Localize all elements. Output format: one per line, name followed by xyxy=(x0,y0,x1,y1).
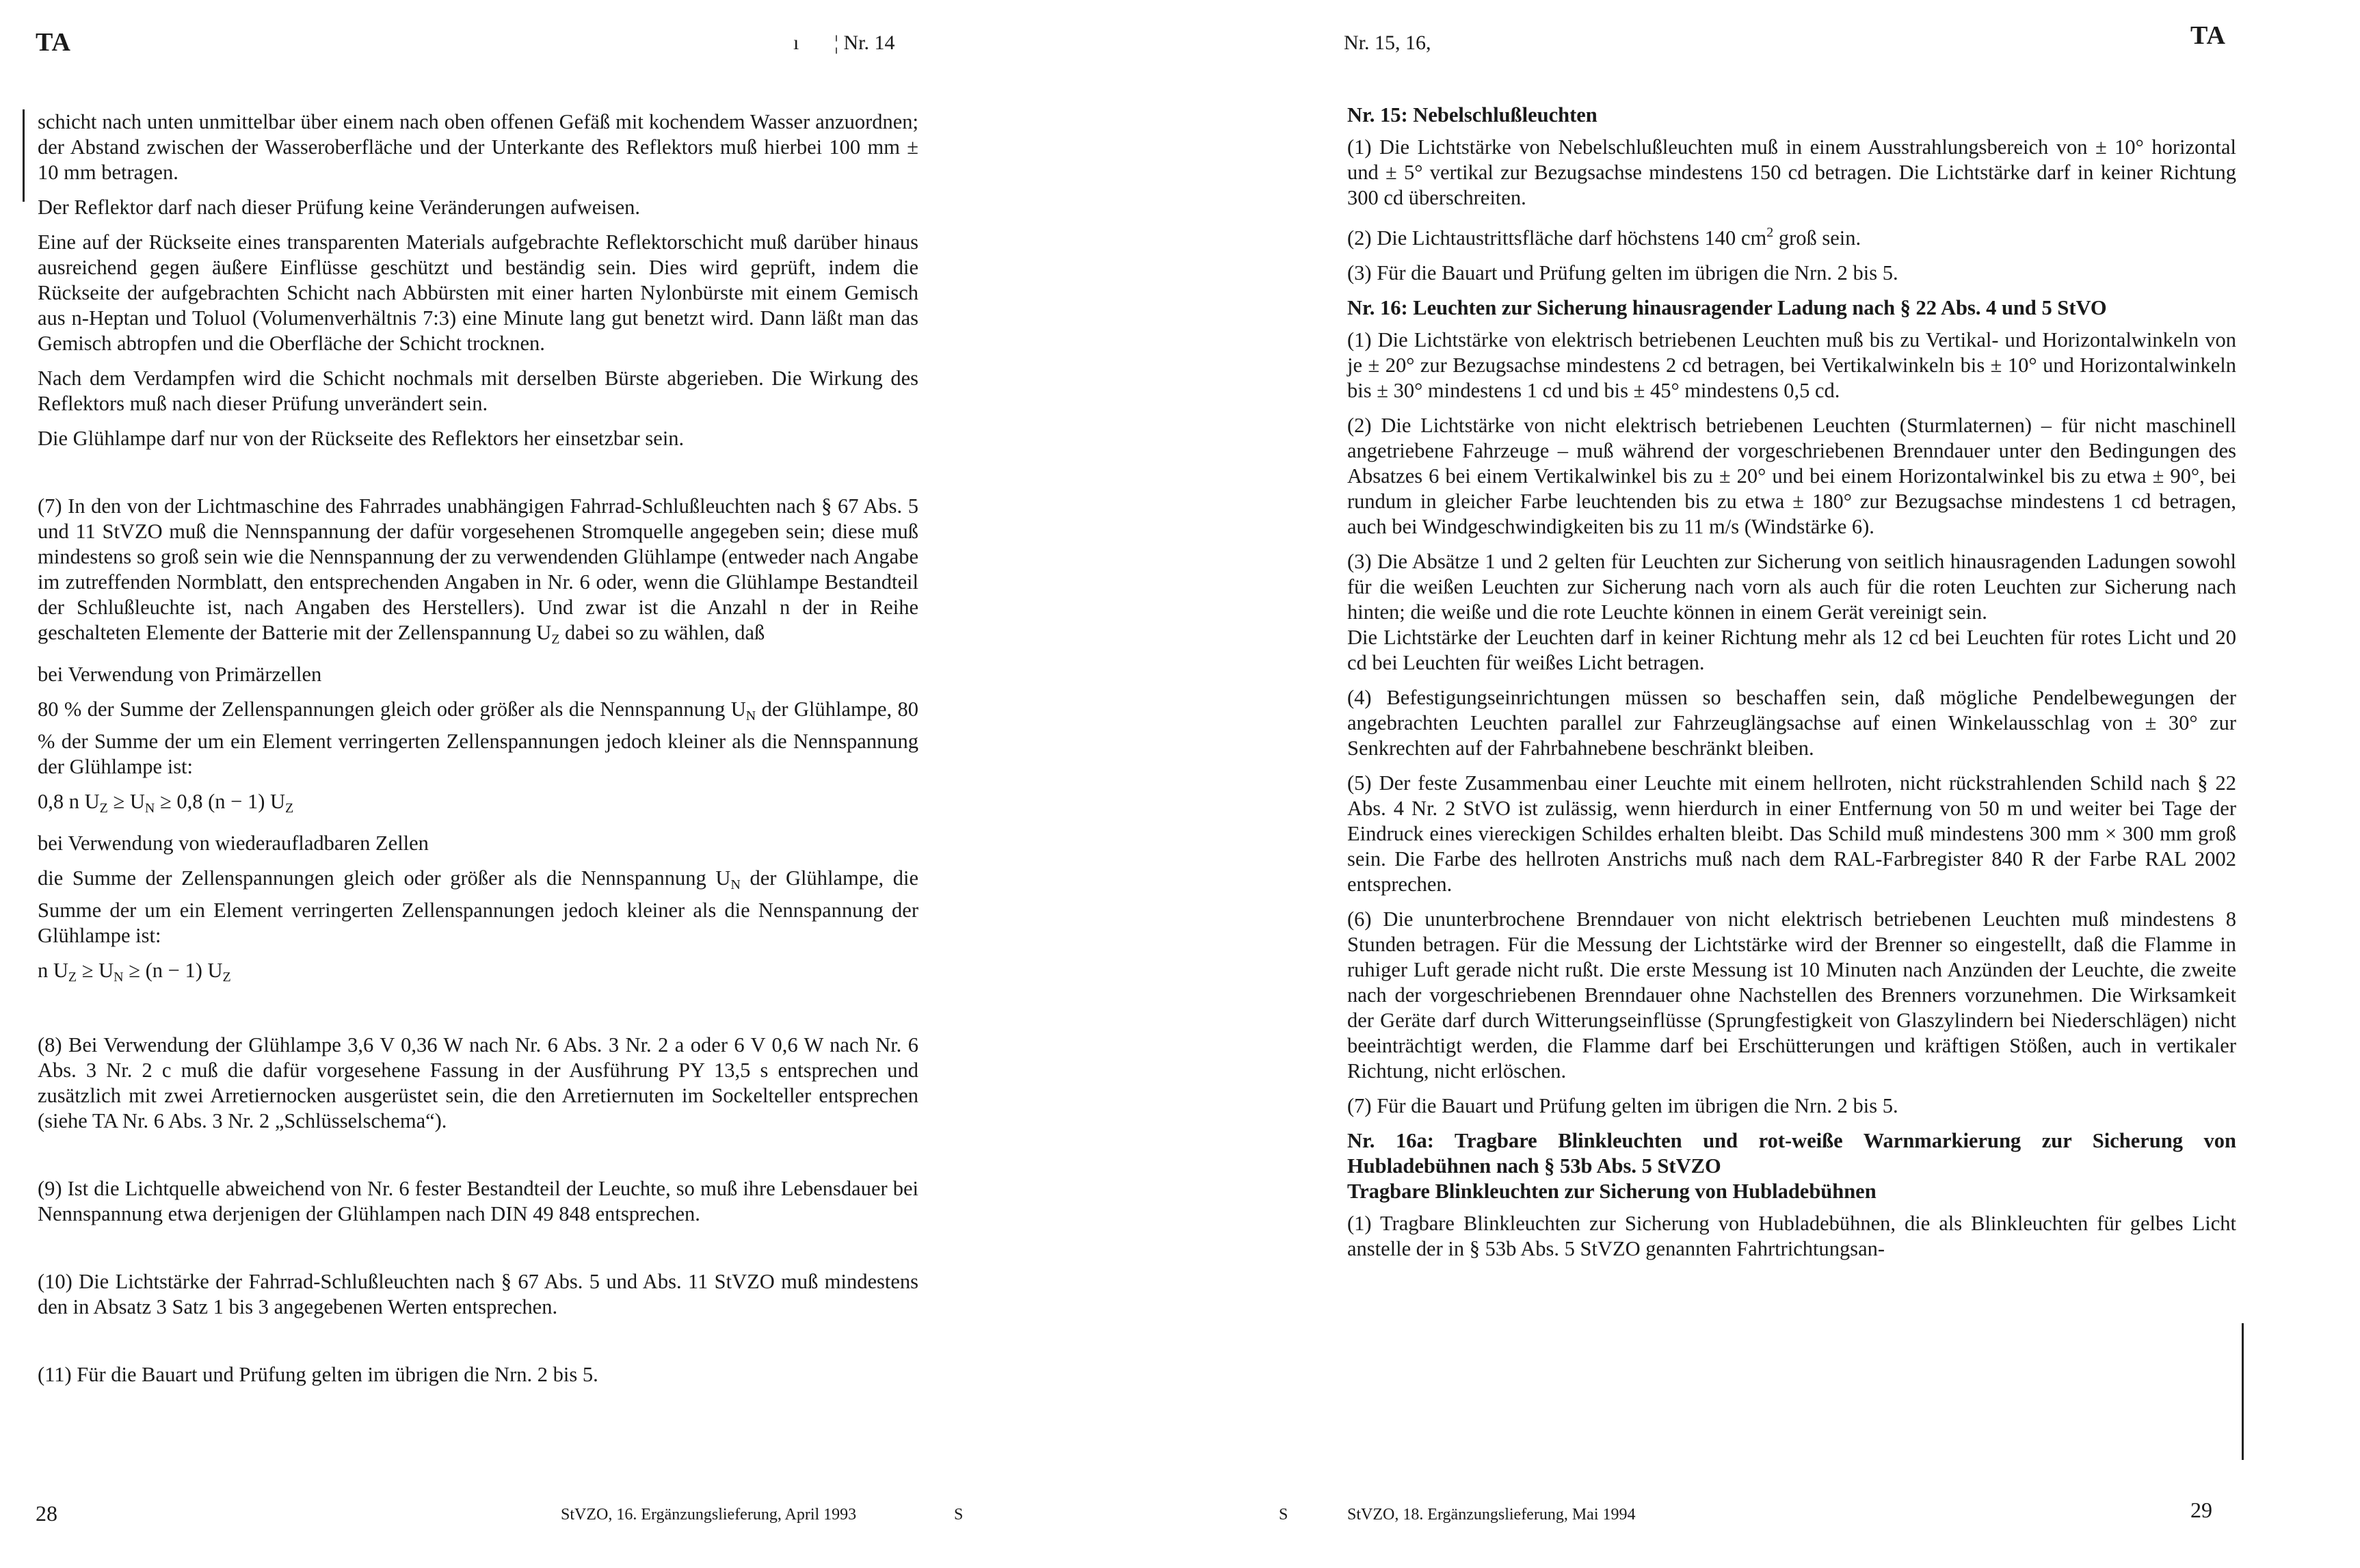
formula-part: n U xyxy=(38,959,68,982)
subscript: N xyxy=(730,877,741,892)
subscript: N xyxy=(745,708,756,723)
formula-part: ≥ U xyxy=(107,790,145,813)
left-paragraph: Der Reflektor darf nach dieser Prüfung keine Veränderungen aufweisen. xyxy=(38,196,641,219)
right-page xyxy=(1180,0,2360,1568)
subscript: Z xyxy=(99,801,108,816)
paragraph-7-tail: dabei so zu wählen, daß xyxy=(559,621,765,644)
left-paragraph: Eine auf der Rückseite eines transparenten Materials aufgebrachte Reflektorschicht muß darüber hinaus ausreichend gegen äußere Einflüsse geschützt und beständig sein. Dies wird geprüft, indem die Rückseite der aufgebrachten Schicht nach Abbürsten mit einer harten Nylonbürste mit einem Gemisch aus n-Heptan und Toluol (Volumenverhältnis 7:3) eine Minute lang gut benetzt wird. Dann läßt man das Gemisch abtropfen und die Oberfläche der Schicht trocknen. xyxy=(38,230,918,355)
nr16-paragraph-6: (6) Die ununterbrochene Brenndauer von nicht elektrisch betriebenen Leuchten muß mindestens 8 Stunden betragen. Für die Messung der Lichtstärke wird der Brenner so eingestellt, daß die Flamme in ruhiger Luft gerade nicht rußt. Die erste Messung ist 10 Minuten nach Anzünden der Leuchte, die zweite nach der vorgeschriebenen Brenndauer ohne Nachstellen des Brenners vorzunehmen. Die Wirksamkeit der Geräte darf durch Witterungseinflüsse (Sprungfestigkeit von Glaszylindern bei Niederschlägen) nicht beeinträchtigt werden, die Flamme darf bei Erschütterungen und kräftigen Stößen, auch in vertikaler Richtung, nicht erlöschen. xyxy=(1347,907,2236,1082)
primaerzellen-text-a: 80 % der Summe der Zellenspannungen gleich oder größer als die Nennspannung U xyxy=(38,697,746,721)
subscript: N xyxy=(144,801,155,816)
nr16a-paragraph-1: (1) Tragbare Blinkleuchten zur Sicherung von Hubladebühnen, die als Blinkleuchten für gelbes Licht anstelle der in § 53b Abs. 5 StVZO genannten Fahrtrichtungsan- xyxy=(1347,1212,2236,1260)
nr16a-subheading: Tragbare Blinkleuchten zur Sicherung von Hubladebühnen xyxy=(1347,1180,1877,1203)
subscript: Z xyxy=(285,801,294,816)
right-page-number: 29 xyxy=(2190,1498,2212,1522)
left-footer: StVZO, 16. Ergänzungslieferung, April 1993 xyxy=(561,1506,857,1524)
paragraph-10: (10) Die Lichtstärke der Fahrrad-Schlußleuchten nach § 67 Abs. 5 und Abs. 11 StVZO muß mindestens den in Absatz 3 Satz 1 bis 3 angegebenen Werten entsprechen. xyxy=(38,1270,918,1318)
nr15-paragraph-2-b: groß sein. xyxy=(1773,226,1861,250)
formula-wiederaufladbar xyxy=(38,958,918,990)
formula-primaerzellen xyxy=(38,789,918,821)
nr16-paragraph-5: (5) Der feste Zusammenbau einer Leuchte mit einem hellroten, nicht rückstrahlenden Schild nach § 22 Abs. 4 Nr. 2 StVO ist zulässig, wenn hierdurch in einer Entfernung von 50 m und weiter bei Tage der Eindruck eines viereckigen Schildes erhalten bleibt. Das Schild muß mindestens 300 mm × 300 mm groß sein. Die Farbe des hellroten Anstrichs muß nach dem RAL-Farbregister 840 R der Farbe RAL 2002 entsprechen. xyxy=(1347,771,2236,896)
nr15-paragraph-3: (3) Für die Bauart und Prüfung gelten im übrigen die Nrn. 2 bis 5. xyxy=(1347,261,1898,284)
formula-part: ≥ U xyxy=(77,959,114,982)
left-page-number: 28 xyxy=(36,1501,57,1526)
subscript: Z xyxy=(551,632,560,647)
right-header-ta: TA xyxy=(2190,21,2226,50)
left-header-marks: ı xyxy=(793,31,799,54)
left-paragraph: Die Glühlampe darf nur von der Rückseite des Reflektors her einsetzbar sein. xyxy=(38,427,685,450)
left-header-ta: TA xyxy=(36,28,71,57)
left-text-column xyxy=(38,109,918,1397)
paragraph-8: (8) Bei Verwendung der Glühlampe 3,6 V 0,36 W nach Nr. 6 Abs. 3 Nr. 2 a oder 6 V 0,6 W nach Nr. 6 Abs. 3 Nr. 2 c muß die dafür vorgesehene Fassung in der Ausführung PY 13,5 s entsprechen und zusätzlich mit zwei Arretiernocken ausgerüstet sein, die den Arretiernuten im Sockelteller entsprechen (siehe TA Nr. 6 Abs. 3 Nr. 2 „Schlüsselschema“). xyxy=(38,1033,918,1132)
nr16-paragraph-4: (4) Befestigungseinrichtungen müssen so beschaffen sein, daß mögliche Pendelbewegungen der angebrachten Leuchten parallel zur Fahrzeuglängsachse auf einen Winkelausschlag von ± 30° zur Senkrechten auf der Fahrbahnebene beschränkt bleiben. xyxy=(1347,686,2236,760)
left-margin-bar xyxy=(23,109,25,202)
nr15-heading: Nr. 15: Nebelschlußleuchten xyxy=(1347,103,1597,127)
primaerzellen-text-b: der Glühlampe, 80 % der Summe der um ein Element verringerten Zellenspannungen jedoch kleiner als die Nennspannung der Glühlampe ist: xyxy=(38,697,919,778)
right-header-ref: Nr. 15, 16, xyxy=(1344,31,1431,54)
wiederaufladbar-label: bei Verwendung von wiederaufladbaren Zellen xyxy=(38,832,429,855)
subscript: N xyxy=(114,970,124,985)
subscript: Z xyxy=(68,970,77,985)
superscript: 2 xyxy=(1766,225,1774,240)
wiederaufladbar-text-a: die Summe der Zellenspannungen gleich oder größer als die Nennspannung U xyxy=(38,866,731,890)
primaerzellen-text xyxy=(38,697,918,780)
formula-part: ≥ 0,8 (n − 1) U xyxy=(155,790,285,813)
left-header-ref: ¦ Nr. 14 xyxy=(834,31,895,54)
paragraph-7-text: (7) In den von der Lichtmaschine des Fahrrades unabhängigen Fahrrad-Schlußleuchten nach § 67 Abs. 5 und 11 StVZO muß die Nennspannung der dafür vorgesehenen Stromquelle angegeben sein; diese muß mindestens so groß sein wie die Nennspannung der zu verwendenden Glühlampe (entweder nach Angabe im zutreffenden Normblatt, den entsprechenden Angaben in Nr. 6 oder, wenn die Glühlampe Bestandteil der Schlußleuchte ist, nach Angaben des Herstellers). Und zwar ist die Anzahl n der in Reihe geschalteten Elemente der Batterie mit der Zellenspannung U xyxy=(38,494,918,644)
nr16a-heading: Nr. 16a: Tragbare Blinkleuchten und rot-weiße Warnmarkierung zur Sicherung von Hubladebühnen nach § 53b Abs. 5 StVZO xyxy=(1347,1129,2236,1178)
left-paragraph: schicht nach unten unmittelbar über einem nach oben offenen Gefäß mit kochendem Wasser anzuordnen; der Abstand zwischen der Wasseroberfläche und der Unterkante des Reflektors muß hierbei 100 mm ± 10 mm betragen. xyxy=(38,110,918,184)
paragraph-11: (11) Für die Bauart und Prüfung gelten im übrigen die Nrn. 2 bis 5. xyxy=(38,1363,598,1386)
nr15-paragraph-2 xyxy=(1347,220,2236,251)
subscript: Z xyxy=(222,970,231,985)
right-margin-bar xyxy=(2242,1323,2244,1460)
wiederaufladbar-text xyxy=(38,866,918,948)
nr16-paragraph-1: (1) Die Lichtstärke von elektrisch betriebenen Leuchten muß bis zu Vertikal- und Horizontalwinkeln von je ± 20° zur Bezugsachse mindestens 2 cd betragen, bei Vertikalwinkeln bis ± 10° und Horizontalwinkeln bis ± 30° mindestens 1 cd und bis ± 45° mindestens 0,5 cd. xyxy=(1347,328,2236,402)
nr16-paragraph-7: (7) Für die Bauart und Prüfung gelten im übrigen die Nrn. 2 bis 5. xyxy=(1347,1094,1898,1117)
nr16-paragraph-2: (2) Die Lichtstärke von nicht elektrisch betriebenen Leuchten (Sturmlaternen) – für nicht maschinell angetriebene Fahrzeuge – muß während der vorgeschriebenen Brenndauer unter den Bedingungen des Absatzes 6 bei einem Vertikalwinkel bis zu ± 20° und bei einem Horizontalwinkel bis zu etwa ± 90°, bei rundum in gleicher Farbe leuchtenden bis zu etwa ± 180° zur Bezugsachse mindestens 1 cd betragen, auch bei Windgeschwindigkeiten bis zu 11 m/s (Windstärke 6). xyxy=(1347,414,2236,538)
paragraph-9: (9) Ist die Lichtquelle abweichend von Nr. 6 fester Bestandteil der Leuchte, so muß ihre Lebensdauer bei Nennspannung etwa derjenigen der Glühlampen nach DIN 49 848 entsprechen. xyxy=(38,1177,918,1225)
formula-part: 0,8 n U xyxy=(38,790,100,813)
left-footer-mark: S xyxy=(954,1506,964,1524)
primaerzellen-label: bei Verwendung von Primärzellen xyxy=(38,663,322,686)
nr16-paragraph-3b: Die Lichtstärke der Leuchten darf in keiner Richtung mehr als 12 cd bei Leuchten für rotes Licht und 20 cd bei Leuchten für weißes Licht betragen. xyxy=(1347,626,2236,674)
paragraph-7 xyxy=(38,494,918,652)
nr16-heading: Nr. 16: Leuchten zur Sicherung hinausragender Ladung nach § 22 Abs. 4 und 5 StVO xyxy=(1347,296,2107,319)
right-text-column xyxy=(1347,103,2236,1271)
nr15-paragraph-1: (1) Die Lichtstärke von Nebelschlußleuchten muß in einem Ausstrahlungsbereich von ± 10° horizontal und ± 5° vertikal zur Bezugsachse mindestens 150 cd betragen. Die Lichtstärke darf in keiner Richtung 300 cd überschreiten. xyxy=(1347,135,2236,209)
wiederaufladbar-text-b: der Glühlampe, die Summe der um ein Element verringerten Zellenspannungen jedoch kleiner als die Nennspannung der Glühlampe ist: xyxy=(38,866,918,947)
right-footer: StVZO, 18. Ergänzungslieferung, Mai 1994 xyxy=(1347,1506,1636,1524)
right-footer-mark: S xyxy=(1279,1506,1288,1524)
left-paragraph: Nach dem Verdampfen wird die Schicht nochmals mit derselben Bürste abgerieben. Die Wirkung des Reflektors muß nach dieser Prüfung unverändert sein. xyxy=(38,367,918,415)
formula-part: ≥ (n − 1) U xyxy=(123,959,223,982)
nr16-paragraph-3: (3) Die Absätze 1 und 2 gelten für Leuchten zur Sicherung von seitlich hinausragenden Ladungen sowohl für die weißen Leuchten zur Sicherung nach vorn als auch für die roten Leuchten zur Sicherung nach hinten; die weiße und die rote Leuchte können in einem Gerät vereinigt sein. xyxy=(1347,550,2236,624)
nr15-paragraph-2-a: (2) Die Lichtaustrittsfläche darf höchstens 140 cm xyxy=(1347,226,1767,250)
